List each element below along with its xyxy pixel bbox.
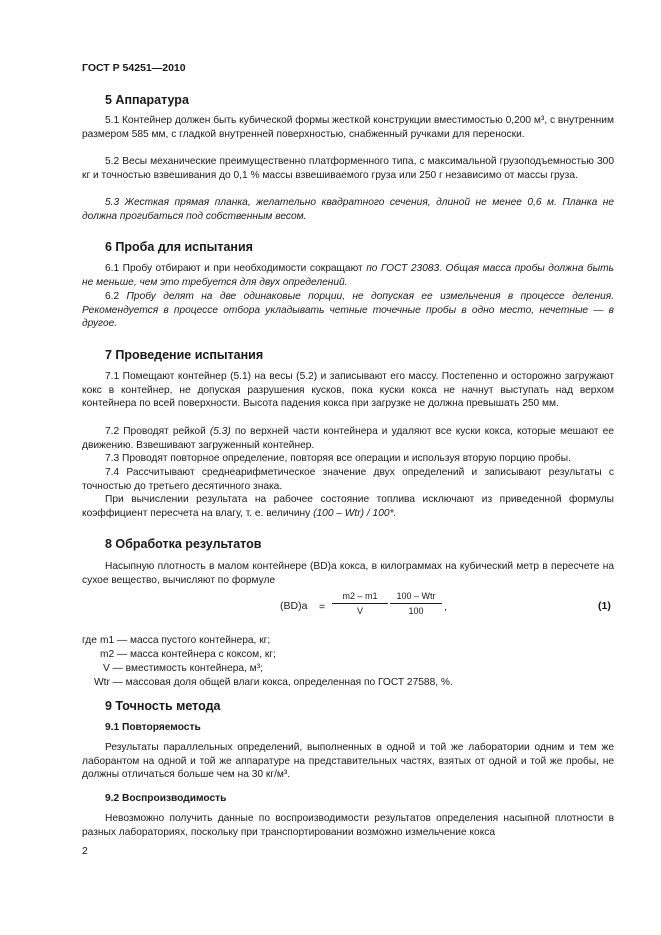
subsection-9-1-title: 9.1 Повторяемость xyxy=(105,722,201,733)
formula-equals: = xyxy=(319,601,326,613)
paragraph-9-1: Результаты параллельных определений, выполненных в одной и той же лаборатории одним и тем же лаборантом на одной и той же аппаратуре на представительных частях, взятых от одной и той же пробы, не должны отличаться больше чем на 30 кг/м³. xyxy=(82,742,614,781)
formula-comma: , xyxy=(444,601,447,613)
paragraph-7-5-text: При вычислении результата на рабочее состояние топлива исключают из приведенной формулы коэффициент пересчета на влагу, т. е. величину xyxy=(82,494,614,519)
formula-num-1: m2 – m1 xyxy=(332,591,388,604)
section-5-title: 5 Аппаратура xyxy=(105,93,189,107)
paragraph-5-3 xyxy=(82,196,614,223)
paragraph-7-2 xyxy=(82,425,614,452)
paragraph-6-2-a: 6.2 xyxy=(105,291,127,302)
section-9-title: 9 Точность метода xyxy=(105,699,221,713)
where-lead: где xyxy=(82,635,97,646)
section-6-title: 6 Проба для испытания xyxy=(105,240,253,254)
formula-fraction-1 xyxy=(332,591,388,616)
subsection-9-2-title: 9.2 Воспроизводимость xyxy=(105,793,227,804)
paragraph-7-2-b: (5.3) xyxy=(209,426,231,437)
paragraph-6-2-b: Пробу делят на две одинаковые порции, не допуская ее измельчения в процессе деления. Рекомендуется в процессе отбора укладывать четные точечные пробы в одно место, нечетные — в другое. xyxy=(82,291,614,330)
formula-fraction-2 xyxy=(390,591,442,616)
paragraph-7-4: 7.4 Рассчитывают среднеарифметическое значение двух определений и записывают результаты с точностью до третьего десятичного знака. xyxy=(82,467,614,492)
formula-num-2: 100 – Wtr xyxy=(390,591,442,604)
section-8-title: 8 Обработка результатов xyxy=(105,537,262,551)
formula-number: (1) xyxy=(598,600,611,612)
paragraph-5-3-text: 5.3 Жесткая прямая планка, желательно квадратного сечения, длиной не менее 0,6 м. Планка не должна прогибаться под собственным весом. xyxy=(82,197,614,222)
paragraph-6-1-b: по ГОСТ 23083. Общая масса пробы должна быть не меньше, чем это требуется для двух определений. xyxy=(82,263,614,288)
paragraph-5-2: 5.2 Весы механические преимущественно платформенного типа, с максимальной грузоподъемностью 300 кг и точностью взвешивания до 0,1 % массы взвешиваемого груза или 250 г независимо от массы груза. xyxy=(82,156,614,181)
paragraph-5-1: 5.1 Контейнер должен быть кубической формы жесткой конструкции вместимостью 0,200 м³, с внутренним размером 585 мм, с гладкой внутренней поверхностью, снабженный ручками для переноски. xyxy=(82,115,614,140)
paragraph-7-2-c: по верхней части контейнера и удаляют все куски кокса, которые мешают ее движению. Взвешивают загруженный контейнер. xyxy=(82,426,615,451)
paragraph-9-2: Невозможно получить данные по воспроизводимости результатов определения насыпной плотности в разных лабораториях, поскольку при транспортировании возможно измельчение кокса xyxy=(82,813,614,838)
page-number: 2 xyxy=(82,845,88,857)
formula-den-1: V xyxy=(356,606,363,616)
paragraph-7-2-a: 7.2 Проводят рейкой xyxy=(105,426,210,437)
formula-lhs: (BD)a xyxy=(280,600,308,612)
paragraph-6-2 xyxy=(82,290,614,331)
paragraph-7-1: 7.1 Помещают контейнер (5.1) на весы (5.2) и записывают его массу. Постепенно и осторожно загружают кокс в контейнер, не допуская разрушения кусков, пока куски кокса не начнут выступать над верхом контейнера по всей поверхности. Высота падения кокса при загрузке не должна превышать 250 мм. xyxy=(82,371,614,410)
paragraph-7-3: 7.3 Проводят повторное определение, повторяя все операции и используя вторую порцию пробы. xyxy=(105,453,571,464)
where-w: Wtr — массовая доля общей влаги кокса, определенная по ГОСТ 27588, %. xyxy=(94,677,453,688)
formula-den-2: 100 xyxy=(408,606,424,616)
paragraph-8-1: Насыпную плотность в малом контейнере (BD)a кокса, в килограммах на кубический метр в пересчете на сухое вещество, вычисляют по формуле xyxy=(82,561,614,586)
paragraph-7-5 xyxy=(82,493,614,520)
where-m2: m2 — масса контейнера с коксом, кг; xyxy=(100,649,276,660)
paragraph-6-1-a: 6.1 Пробу отбирают и при необходимости сокращают xyxy=(105,263,367,274)
formula-1 xyxy=(280,591,520,627)
inline-formula: (100 – Wtr) / 100*. xyxy=(313,507,397,519)
section-7-title: 7 Проведение испытания xyxy=(105,348,264,362)
document-header: ГОСТ Р 54251—2010 xyxy=(82,62,186,74)
paragraph-6-1 xyxy=(82,262,614,289)
where-v: V — вместимость контейнера, м³; xyxy=(103,663,263,674)
where-m1: m1 — масса пустого контейнера, кг; xyxy=(100,635,271,646)
